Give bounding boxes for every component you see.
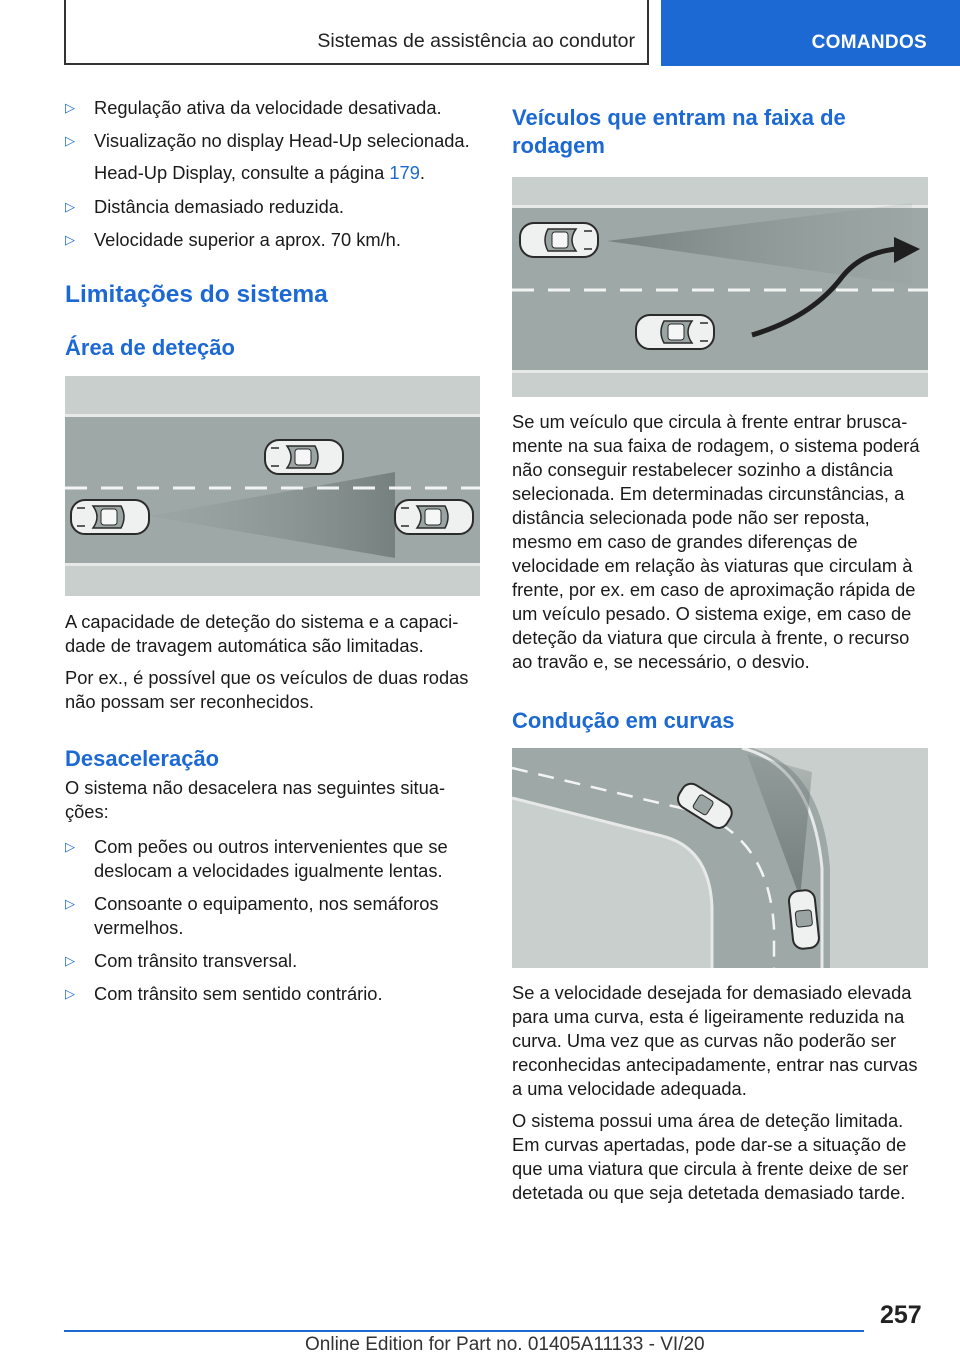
heading-deceleration: Desaceleração <box>65 746 220 771</box>
page-header <box>0 0 960 66</box>
curves-paragraph-2: O sistema possui uma área de deteção limitada. Em curvas apertadas, pode dar-se a situação de que uma viatura que circula à frente deixe de ser detetada ou que seja detetada demasiado tarde. <box>512 1110 909 1203</box>
curves-paragraph-1: Se a velocidade desejada for demasiado elevada para uma curva, esta é ligeiramente reduzida na curva. Uma vez que as curvas não poderão ser reconhecidas antecipadamente, entrar nas curvas a uma velocidade adequada. <box>512 982 918 1099</box>
heading-detection-area: Área de deteção <box>65 335 235 360</box>
section-title: Sistemas de assistência ao condutor <box>317 30 635 52</box>
list-item: ▷ Velocidade superior a aprox. 70 km/h. <box>65 229 401 250</box>
header-section-box <box>64 0 649 65</box>
list-item: ▷ Consoante o equipamento, nos semáforos vermelhos. <box>65 893 439 938</box>
bullet-triangle-icon: ▷ <box>65 896 75 911</box>
detection-paragraph-2: Por ex., é possível que os veículos de duas rodas não possam ser reconhecidos. <box>65 667 469 712</box>
deceleration-intro: O sistema não desacelera nas seguintes situações: <box>65 777 446 822</box>
bullet-triangle-icon: ▷ <box>65 199 75 214</box>
bullet-triangle-icon: ▷ <box>65 839 75 854</box>
heading-cut-in-vehicles: Veículos que entram na faixa de rodagem <box>512 105 846 158</box>
curve-driving-figure <box>512 748 928 968</box>
list-item: ▷ Com trânsito transversal. <box>65 950 298 971</box>
bullet-triangle-icon: ▷ <box>65 100 75 115</box>
list-item: ▷ Com peões ou outros intervenientes que se deslocam a velocidades igualmente lentas. <box>65 836 448 881</box>
detection-paragraph-1: A capacidade de deteção do sistema e a capacidade de travagem automática são limitadas. <box>65 611 459 656</box>
footer-divider <box>64 1330 864 1332</box>
list-item: ▷ Regulação ativa da velocidade desativada. <box>65 97 442 118</box>
footer-edition: Online Edition for Part no. 01405A11133 - VI/20 <box>305 1334 705 1355</box>
cut-in-figure <box>512 177 928 397</box>
heading-limitations: Limitações do sistema <box>65 281 328 308</box>
heading-curves: Condução em curvas <box>512 708 735 733</box>
bullet-triangle-icon: ▷ <box>65 232 75 247</box>
chapter-tab <box>661 0 960 66</box>
cut-in-paragraph: Se um veículo que circula à frente entrar bruscamente na sua faixa de rodagem, o sistema poderá não conseguir restabelecer sozinho a distância selecionada. Em determinadas circunstâncias, a distância selecionada pode não ser reposta, mesmo em caso de grandes diferenças de velocidade em relação às viaturas que circulam à frente, por ex. em caso de aproximação rápida de um veículo pesado. O sistema exige, em caso de deteção da viatura que circula à frente, o recurso ao travão e, se necessário, o desvio. <box>512 411 920 672</box>
head-up-reference: Head-Up Display, consulte a página 179. <box>94 162 425 183</box>
bullet-triangle-icon: ▷ <box>65 986 75 1001</box>
list-item: ▷ Com trânsito sem sentido contrário. <box>65 983 383 1004</box>
list-item: ▷ Distância demasiado reduzida. <box>65 196 344 217</box>
page-link[interactable]: 179 <box>389 162 420 183</box>
chapter-title: COMANDOS <box>811 32 927 53</box>
list-item: ▷ Visualização no display Head-Up selecionada. <box>65 130 470 151</box>
right-column <box>512 96 928 1205</box>
page-number: 257 <box>880 1301 922 1329</box>
bullet-triangle-icon: ▷ <box>65 133 75 148</box>
detection-area-figure <box>65 376 480 596</box>
bullet-triangle-icon: ▷ <box>65 953 75 968</box>
left-column <box>65 96 480 1015</box>
